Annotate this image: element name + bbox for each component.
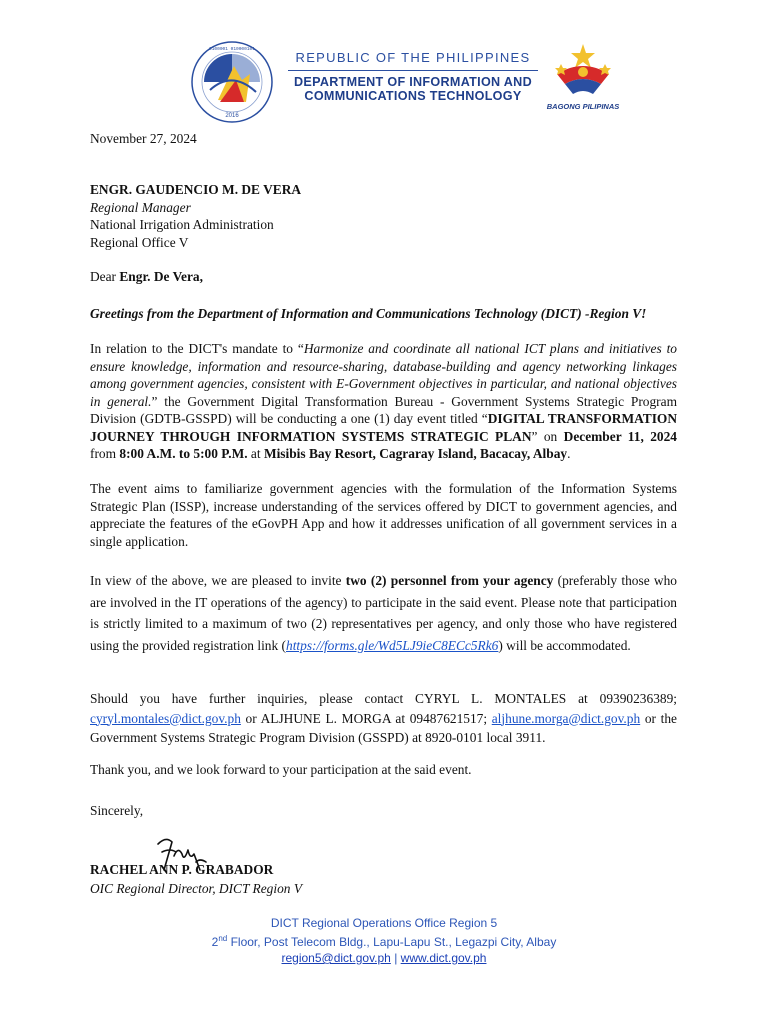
- paragraph-invitation: [90, 570, 677, 656]
- p1-text-a: In relation to the DICT's mandate to “: [90, 341, 304, 356]
- signatory-title: OIC Regional Director, DICT Region V: [90, 881, 302, 896]
- p1-text-e: at: [247, 446, 264, 461]
- letter-date: November 27, 2024: [90, 131, 197, 146]
- salutation-name: Engr. De Vera,: [119, 269, 203, 284]
- footer-floor-suffix: nd: [218, 934, 228, 943]
- seal-ring-text: 0100001 010000101: [209, 47, 255, 52]
- bagong-pilipinas-emblem: [543, 40, 623, 102]
- p1-mandate-quote: Harmonize and coordinate all national ICT plans and initiatives to ensure knowledge, information and resource-sharing, database-building and agency networking linkages among government agencies, consistent with E-Government objectives in particular, and national objectives in general.: [90, 341, 677, 409]
- agency-header: [288, 50, 538, 103]
- p3-text-b: (preferably those who are involved in the IT operations of the agency) to participate in the said event. Please note that participation is strictly limited to a maximum of two (2) representatives per agency, and only those who have registered using the provided registration link (: [90, 573, 677, 653]
- p4-text-c: or the Government Systems Strategic Program Division (GSSPD) at 8920-0101 local 3911.: [90, 710, 677, 745]
- p4-text-a: Should you have further inquiries, please contact CYRYL L. MONTALES at 09390236389;: [90, 691, 677, 706]
- p4-text-b: or ALJHUNE L. MORGA at 09487621517;: [240, 710, 492, 726]
- footer-separator: |: [390, 951, 401, 965]
- invite-count: two (2) personnel from your agency: [345, 573, 554, 588]
- p3-text-c: ) will be accommodated.: [498, 637, 631, 653]
- paragraph-mandate: [90, 340, 677, 463]
- greeting-line: Greetings from the Department of Information and Communications Technology (DICT) -Region V!: [90, 306, 647, 321]
- footer-email-link[interactable]: region5@dict.gov.ph: [281, 951, 391, 965]
- salutation-prefix: Dear: [90, 269, 120, 284]
- email-link-morga[interactable]: aljhune.morga@dict.gov.ph: [491, 710, 641, 726]
- footer-address-rest: Floor, Post Telecom Bldg., Lapu-Lapu St., Legazpi City, Albay: [227, 935, 557, 949]
- recipient-office: Regional Office V: [90, 234, 189, 250]
- republic-line: REPUBLIC OF THE PHILIPPINES: [295, 50, 531, 65]
- closing: Sincerely,: [90, 803, 144, 818]
- p1-text-f: .: [567, 446, 571, 461]
- paragraph-event-aims: The event aims to familiarize government agencies with the formulation of the Information Systems Strategic Plan (ISSP), increase understanding of the services offered by DICT to government agencies, and appreciate the features of the eGovPH App and how it addresses unification of all government services in a single application.: [90, 481, 677, 549]
- footer-website-link[interactable]: www.dict.gov.ph: [400, 951, 487, 965]
- footer-floor-number: 2: [211, 935, 219, 949]
- paragraph-inquiries: [90, 689, 677, 748]
- footer-office: DICT Regional Operations Office Region 5: [270, 916, 498, 930]
- footer-contacts: [0, 950, 768, 966]
- salutation: [90, 268, 677, 286]
- p3-text-a: In view of the above, we are pleased to invite: [90, 573, 346, 588]
- seal-year: 2016: [225, 113, 239, 119]
- department-line-1: DEPARTMENT OF INFORMATION AND: [294, 75, 532, 89]
- letter-footer: [0, 915, 768, 966]
- event-venue: Misibis Bay Resort, Cagraray Island, Bacacay, Albay: [263, 446, 568, 461]
- department-line-2: COMMUNICATIONS TECHNOLOGY: [304, 89, 522, 103]
- signatory-name: RACHEL ANN P. GRABADOR: [90, 862, 274, 877]
- header-divider: [288, 70, 538, 71]
- recipient-organization: National Irrigation Administration: [90, 217, 274, 232]
- bagong-pilipinas-logo: [543, 40, 623, 118]
- email-link-montales[interactable]: cyryl.montales@dict.gov.ph: [90, 710, 241, 726]
- dict-seal-logo: [190, 40, 274, 124]
- p1-text-c: ” on: [531, 428, 564, 444]
- event-title: DIGITAL TRANSFORMATION JOURNEY THROUGH INFORMATION SYSTEMS STRATEGIC PLAN: [90, 411, 677, 444]
- event-date: December 11, 2024: [563, 428, 677, 444]
- p1-text-b: ” the Government Digital Transformation Bureau - Government Systems Strategic Program Division (GDTB-GSSPD) will be conducting a one (1) day event titled “: [90, 393, 677, 426]
- registration-link[interactable]: https://forms.gle/Wd5LJ9ieC8ECc5Rk6: [286, 637, 499, 653]
- p1-text-d: from: [90, 446, 120, 461]
- recipient-address: [90, 181, 677, 251]
- bagong-pilipinas-text: BAGONG PILIPINAS: [546, 102, 620, 111]
- event-time: 8:00 A.M. to 5:00 P.M.: [119, 446, 248, 461]
- footer-address: [0, 931, 768, 950]
- recipient-name: ENGR. GAUDENCIO M. DE VERA: [90, 182, 302, 197]
- recipient-title: Regional Manager: [90, 199, 191, 215]
- paragraph-thanks: Thank you, and we look forward to your participation at the said event.: [90, 762, 472, 777]
